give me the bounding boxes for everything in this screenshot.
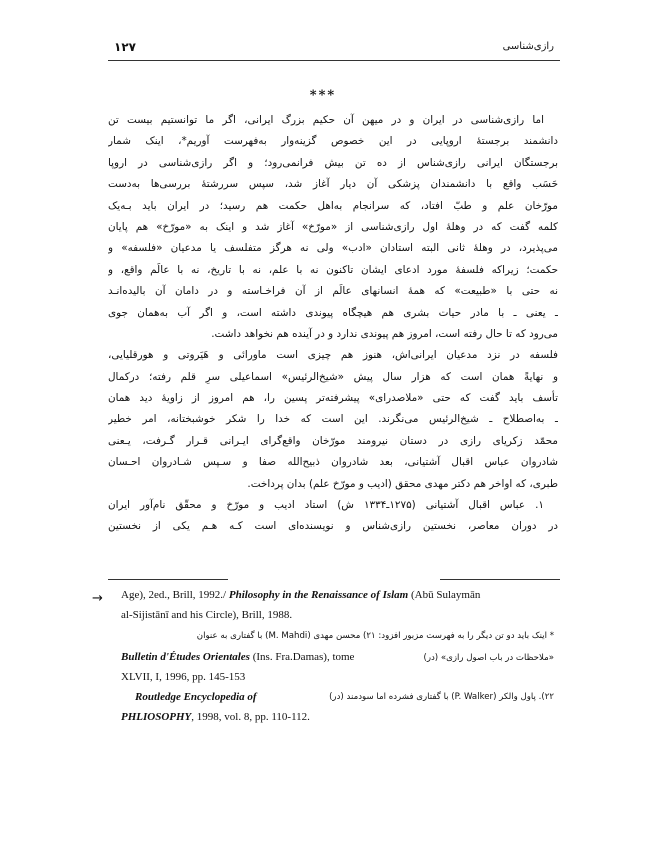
- footnote-text: Age), 2ed., Brill, 1992./: [121, 589, 229, 601]
- running-title: رازی‌شناسی: [502, 41, 554, 52]
- body-line: حَسَب واقع با دانشمندان پزشکی آن دیار آغاز شد، سپس سررشتهٔ بررسی‌ها به‌دست: [108, 178, 558, 191]
- footnote-line: XLVII, I, 1996, pp. 145-153: [121, 671, 246, 683]
- footnote-text: (Ins. Fra.Damas), tome: [249, 651, 355, 663]
- body-line: در دوران معاصر، نخستین رازی‌شناس و نویسنده‌ای است کـه هـم یکی از نخستین: [108, 520, 558, 533]
- footnote-rule-left: [108, 579, 228, 580]
- footnote-line: al-Sijistānī and his Circle), Brill, 1988.: [121, 609, 293, 621]
- section-separator: ***: [309, 88, 337, 103]
- footnote-star: * اینک باید دو تن دیگر را به فهرست مزبور افزود: ۲۱) محسن مهدی (M. Mahdi) با گفتاری به عنوان: [196, 631, 554, 641]
- body-line: ـ یعنی ـ با مادر حیات بشری هم هیچگاه پیوندی داشته است، و اگر آب به‌همان جوی: [108, 306, 558, 319]
- body-line: حکمت؛ زیراکه فلسفهٔ مورد ادعای ایشان تاکنون نه با علم، نه با تاریخ، نه با عالَم واقع، و: [108, 263, 558, 276]
- body-line: می‌پذیرد، در وهلهٔ ثانی البته استادان «ادب» ولی نه هرگز متفلسف یا مدعیان «فلسفه» و: [108, 242, 558, 255]
- body-line: نه حتی با «طبیعت» که همهٔ انسانهای عالَم از آن فراخـاسته و در دامان آن بالیده‌انـد: [108, 285, 558, 298]
- footnote-text: (Abū Sulaymān: [408, 589, 481, 601]
- footnote-22: [329, 692, 554, 702]
- footnote-rule-right: [440, 579, 560, 580]
- body-line: کلمه گفت که در وهلهٔ اول رازی‌شناسی از «مورّخ» آغاز شد و اینک به «مورّخ» هم پایان: [108, 220, 558, 233]
- body-line: شادروان عباس اقبال آشتیانی، بعد شادروان ذبیح‌الله صفا و سـپس شـادروان احـسان: [108, 456, 558, 469]
- encyclopedia-title: Routledge Encyclopedia of: [135, 691, 257, 703]
- body-line: مورّخان علم و طبّ افتاد، که سرانجام به‌اهل حکمت هم رسید؛ در ایران باید بـه‌یک: [108, 199, 558, 212]
- journal-title: Bulletin d'Études Orientales: [121, 651, 250, 663]
- body-line: طبری، که اواخر هم دکتر مهدی محقق (ادیب و مورّخ علم) بدان پرداخت.: [247, 477, 558, 490]
- continuation-arrow-icon: →: [92, 591, 103, 606]
- body-line: دانشمند برجستهٔ اروپایی در این خصوص گزینه‌وار به‌فهرست آوریم*، اینک شمار: [108, 135, 558, 148]
- body-line: تأسف باید گفت که حتی «ملاصدرای» پیشرفته‌تر پسین را، هم امروز از زاویهٔ دید همان: [108, 392, 558, 405]
- footnote-star-cont: «ملاحظات در باب اصول رازی» (در): [423, 653, 554, 663]
- footnote-text: , 1998, vol. 8, pp. 110-112.: [191, 711, 310, 723]
- footnote-line: [135, 691, 257, 703]
- footnote-line: [121, 651, 354, 663]
- page-number: ۱۲۷: [114, 40, 136, 54]
- body-line: ۱. عباس اقبال آشتیانی (۱۲۷۵ـ۱۳۳۴ ش) استاد ادیب و مورّخ و محقّق نام‌آور ایران: [108, 499, 544, 512]
- body-line: و نهایةً همان است که هزار سال پیش «شیخ‌الرئیس» اسماعیلی سرِ قلم رفته؛ درکمال: [108, 370, 558, 383]
- footnote-text: (در): [329, 692, 344, 702]
- body-line: برجستگان ایرانی رازی‌شناس از ده تن بیش فرانمی‌رود؛ و اگر رازی‌شناسی در اروپا: [108, 156, 558, 169]
- encyclopedia-title: PHLIOSOPHY: [121, 711, 192, 723]
- footnote-line: [121, 589, 480, 601]
- body-line: می‌رود که تا حال رفته است، امروز هم پیوندی ندارد و در آینده هم نخواهد داشت.: [211, 327, 558, 340]
- body-line: اما رازی‌شناسی در ایران و در میهن آن حکیم بزرگ ایرانی، اگر ما توانستیم بیست تن: [108, 114, 544, 126]
- footnote-text: ۲۲). پاول والکر (P. Walker) با گفتاری فشرده اما سودمند: [346, 692, 554, 702]
- book-title: Philosophy in the Renaissance of Islam: [228, 589, 409, 601]
- footnote-line: [121, 711, 310, 723]
- header-rule: [108, 60, 560, 61]
- body-line: فلسفه در نزد مدعیان ایرانی‌اش، هنوز هم چیزی است ماورائی و هَیَروتی و هورقلیایی،: [108, 349, 558, 362]
- body-line: ـ به‌اصطلاح ـ شیخ‌الرئیس می‌نگرند. این است که خدا را شکر خوشبختانه، امر خطیر: [108, 413, 558, 426]
- body-text: [108, 110, 558, 538]
- body-line: محمّد زکریای رازی در دستان نیرومند مورّخان واقع‌گرای ایـرانی قـرار گـرفت، یـعنی: [108, 434, 558, 447]
